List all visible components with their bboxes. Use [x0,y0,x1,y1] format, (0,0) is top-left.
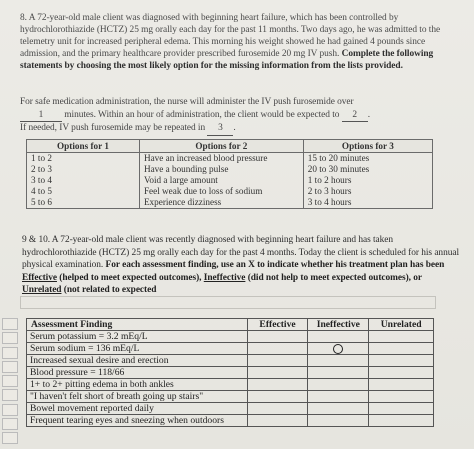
option-cell-3: 15 to 20 minutes [303,153,432,165]
ineffective-header: Ineffective [308,319,369,331]
row-checkbox[interactable] [2,418,18,430]
options-row [27,153,433,165]
option-cell-1: 4 to 5 [27,186,140,197]
effective-answer-cell[interactable] [247,367,308,379]
blank-3[interactable]: 3 [207,122,233,136]
assessment-finding: Serum sodium = 136 mEq/L [27,343,248,355]
option-cell-3: 2 to 3 hours [303,186,432,197]
option-cell-2: Feel weak due to loss of sodium [139,186,303,197]
option-cell-1: 1 to 2 [27,153,140,165]
effective-answer-cell[interactable] [247,379,308,391]
assessment-finding: Frequent tearing eyes and sneezing when outdoors [27,415,248,427]
options-2-header: Options for 2 [139,140,303,153]
table-row [27,355,434,367]
unrelated-answer-cell[interactable] [369,379,434,391]
effective-answer-cell[interactable] [247,391,308,403]
unrelated-answer-cell[interactable] [369,415,434,427]
options-1-header: Options for 1 [27,140,140,153]
row-checkbox-column [2,318,18,447]
option-cell-1: 2 to 3 [27,164,140,175]
options-row [27,164,433,175]
option-cell-3: 1 to 2 hours [303,175,432,186]
assessment-finding: Bowel movement reported daily [27,403,248,415]
blank-answer-box [20,296,436,309]
row-checkbox[interactable] [2,347,18,359]
statement-part-2: minutes. Within an hour of administration, the client would be expected to [64,109,340,120]
option-cell-3: 20 to 30 minutes [303,164,432,175]
effective-answer-cell[interactable] [247,403,308,415]
option-cell-2: Void a large amount [139,175,303,186]
row-checkbox[interactable] [2,318,18,330]
row-checkbox[interactable] [2,432,18,444]
table-row [27,379,434,391]
ineffective-answer-cell[interactable] [308,355,369,367]
ineffective-answer-cell[interactable] [308,367,369,379]
assessment-finding: Increased sexual desire and erection [27,355,248,367]
table-row [27,403,434,415]
unrelated-answer-cell[interactable] [369,403,434,415]
assessment-finding: "I haven't felt short of breath going up stairs" [27,391,248,403]
table-row [27,343,434,355]
statement-part-3: If needed, IV push furosemide may be repeated in [20,123,206,133]
unrelated-answer-cell[interactable] [369,367,434,379]
unrelated-header: Unrelated [369,319,434,331]
assessment-finding: Serum potassium = 3.2 mEq/L [27,331,248,343]
effective-header: Effective [247,319,308,331]
row-checkbox[interactable] [2,332,18,344]
options-row [27,197,433,209]
row-checkbox[interactable] [2,361,18,373]
row-checkbox[interactable] [2,375,18,387]
ineffective-answer-cell[interactable] [308,379,369,391]
question-9-10-body: 9 & 10. A 72-year-old male client was recently diagnosed with beginning heart failure and has taken hydrochlorothiazide (HCTZ) 25 mg orally each day for the past 4 months. Today the client is scheduled for his annual physical examination. [22,235,460,270]
statement-block: For safe medication administration, the nurse will administer the IV push furosemide over 1 minutes. Within an hour of administration, the client would be expected to 2 . If needed, IV push furosemide may be repeated in 3 . [20,96,460,136]
option-cell-1: 3 to 4 [27,175,140,186]
question-9-10-text [22,234,460,297]
row-checkbox[interactable] [2,404,18,416]
ineffective-answer-cell[interactable] [308,403,369,415]
option-cell-2: Have a bounding pulse [139,164,303,175]
table-row [27,415,434,427]
option-cell-1: 5 to 6 [27,197,140,209]
assessment-finding: 1+ to 2+ pitting edema in both ankles [27,379,248,391]
options-header-row [27,140,433,153]
options-row [27,186,433,197]
option-cell-2: Experience dizziness [139,197,303,209]
option-cell-3: 3 to 4 hours [303,197,432,209]
unrelated-answer-cell[interactable] [369,331,434,343]
assessment-header-row [27,319,434,331]
question-8-text [20,12,460,72]
blank-2[interactable]: 2 [342,109,368,123]
option-cell-2: Have an increased blood pressure [139,153,303,165]
question-9-10-instruction: For each assessment finding, use an X to indicate whether his treatment plan has been Effective (helped to meet expected outcomes), Ineffective (did not help to meet expected outcomes), or Unrelated (not related to expected [22,260,445,295]
options-row [27,175,433,186]
table-row [27,331,434,343]
effective-answer-cell[interactable] [247,415,308,427]
question-8-body: 8. A 72-year-old male client was diagnosed with beginning heart failure, which has been controlled by hydrochlorothiazide (HCTZ) 25 mg orally each day for the past 11 months. Two days ago, he was admitted to the telemetry unit for increased peripheral edema. This morning his weight showed he had gained 4 pounds since admission, and the primary healthcare provider prescribed furosemide 20 mg IV push. [20,13,441,59]
options-3-header: Options for 3 [303,140,432,153]
effective-answer-cell[interactable] [247,331,308,343]
assessment-finding: Blood pressure = 118/66 [27,367,248,379]
ineffective-answer-cell[interactable] [308,343,369,355]
row-checkbox[interactable] [2,389,18,401]
assessment-finding-header: Assessment Finding [27,319,248,331]
circle-mark-icon [333,344,343,354]
unrelated-answer-cell[interactable] [369,355,434,367]
effective-answer-cell[interactable] [247,343,308,355]
statement-part-1: For safe medication administration, the nurse will administer the IV push furosemide over [20,97,354,107]
table-row [27,367,434,379]
unrelated-answer-cell[interactable] [369,391,434,403]
ineffective-answer-cell[interactable] [308,391,369,403]
ineffective-answer-cell[interactable] [308,415,369,427]
table-row [27,391,434,403]
effective-answer-cell[interactable] [247,355,308,367]
blank-1[interactable]: 1 [20,109,62,123]
assessment-table [26,318,434,427]
options-table [26,139,433,209]
ineffective-answer-cell[interactable] [308,331,369,343]
unrelated-answer-cell[interactable] [369,343,434,355]
question-8-instruction: Complete the following statements by choosing the most likely option for the missing information from the lists provided. [20,49,434,71]
